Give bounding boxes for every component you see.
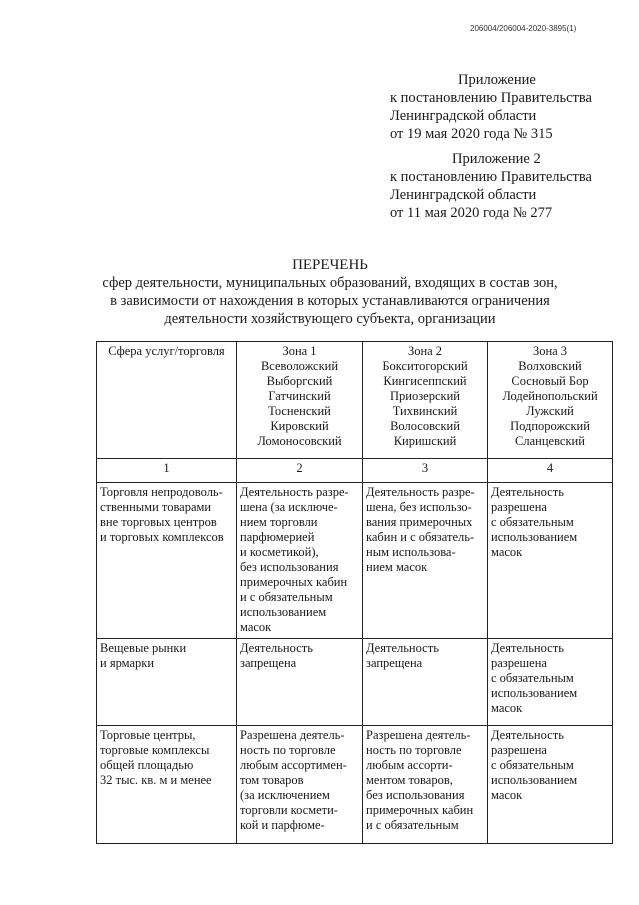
cell-line: Разрешена деятель- [240, 728, 345, 742]
zone-1-area: Гатчинский [268, 389, 331, 403]
row-zone-1-cell [237, 726, 363, 844]
appendix-1-line: от 19 мая 2020 года № 315 [390, 126, 553, 142]
zone-2-area: Кингисеппский [383, 374, 467, 388]
table-header-row [97, 342, 613, 459]
cell-line: запрещена [240, 656, 297, 670]
cell-line: с обязательным [491, 515, 574, 529]
cell-line: Деятельность [491, 485, 564, 499]
header-sphere: Сфера услуг/торговля [97, 342, 237, 459]
cell-line: том товаров [240, 773, 304, 787]
title-line: деятельности хозяйствующего субъекта, организации [164, 311, 496, 327]
zone-2-name: Зона 2 [407, 344, 443, 358]
appendix-2-line: Ленинградской области [390, 187, 537, 203]
column-number: 3 [363, 459, 488, 483]
zone-2-area: Киришский [393, 434, 457, 448]
cell-line: использованием [491, 773, 578, 787]
zone-2-area: Приозерский [390, 389, 460, 403]
cell-line: Деятельность [491, 728, 564, 742]
cell-line: кабин и с обязатель- [366, 530, 475, 544]
cell-line: торговые комплексы [100, 743, 210, 757]
row-sphere-cell [97, 639, 237, 726]
header-zone-2 [363, 342, 488, 459]
cell-line: использованием [491, 686, 578, 700]
zone-3-area: Подпорожский [510, 419, 590, 433]
cell-line: любым ассорти- [366, 758, 453, 772]
cell-line: (за исключением [240, 788, 330, 802]
cell-line: парфюмерией [240, 530, 315, 544]
cell-line: шена (за исключе- [240, 500, 338, 514]
zone-1-name: Зона 1 [282, 344, 317, 358]
cell-line: и косметикой), [240, 545, 319, 559]
cell-line: масок [240, 620, 272, 634]
cell-line: Торговля непродоволь- [100, 485, 223, 499]
cell-line: разрешена [491, 500, 547, 514]
cell-line: ность по торговле [366, 743, 462, 757]
cell-line: разрешена [491, 743, 547, 757]
cell-line: примерочных кабин [366, 803, 474, 817]
table-number-row [97, 459, 613, 483]
zone-2-area: Волосовский [390, 419, 460, 433]
cell-line: Деятельность [491, 641, 564, 655]
cell-line: Торговые центры, [100, 728, 196, 742]
cell-line: вания примерочных [366, 515, 473, 529]
cell-line: использованием [240, 605, 327, 619]
table-row [97, 483, 613, 639]
cell-line: ным использова- [366, 545, 456, 559]
appendix-2-line: от 11 мая 2020 года № 277 [390, 205, 553, 221]
column-number: 2 [237, 459, 363, 483]
cell-line: шена, без использо- [366, 500, 472, 514]
cell-line: с обязательным [491, 758, 574, 772]
cell-line: Деятельность разре- [366, 485, 475, 499]
cell-line: и торговых комплексов [100, 530, 224, 544]
cell-line: примерочных кабин [240, 575, 348, 589]
cell-line: масок [491, 788, 523, 802]
zone-3-area: Сосновый Бор [511, 374, 589, 388]
cell-line: Вещевые рынки [100, 641, 187, 655]
zone-3-area: Лодейнопольский [502, 389, 598, 403]
zone-3-area: Волховский [518, 359, 582, 373]
cell-line: Деятельность [366, 641, 439, 655]
title-line: сфер деятельности, муниципальных образований, входящих в состав зон, [102, 275, 558, 291]
cell-line: ственными товарами [100, 500, 212, 514]
zone-3-name: Зона 3 [532, 344, 568, 358]
table-row [97, 726, 613, 844]
cell-line: нием масок [366, 560, 428, 574]
row-sphere-cell [97, 726, 237, 844]
cell-line: торговли космети- [240, 803, 338, 817]
cell-line: Деятельность [240, 641, 313, 655]
header-zone-3 [488, 342, 613, 459]
appendix-1-line: к постановлению Правительства [390, 90, 592, 106]
row-zone-1-cell [237, 483, 363, 639]
cell-line: ментом товаров, [366, 773, 453, 787]
cell-line: и с обязательным [366, 818, 459, 832]
header-zone-1 [237, 342, 363, 459]
zone-1-area: Ломоносовский [257, 434, 342, 448]
appendix-2-block [390, 150, 592, 222]
title-line: в зависимости от нахождения в которых устанавливаются ограничения [110, 293, 550, 309]
cell-line: кой и парфюме- [240, 818, 325, 832]
zones-table [96, 341, 613, 844]
row-zone-3-cell [488, 483, 613, 639]
row-zone-2-cell [363, 483, 488, 639]
row-sphere-cell [97, 483, 237, 639]
cell-line: с обязательным [491, 671, 574, 685]
column-number: 4 [488, 459, 613, 483]
title-heading: ПЕРЕЧЕНЬ [292, 257, 368, 273]
cell-line: вне торговых центров [100, 515, 217, 529]
cell-line: использованием [491, 530, 578, 544]
row-zone-2-cell [363, 726, 488, 844]
zone-2-area: Бокситогорский [382, 359, 468, 373]
cell-line: общей площадью [100, 758, 194, 772]
appendix-1-line: Приложение [458, 72, 536, 88]
cell-line: без использования [366, 788, 465, 802]
row-zone-2-cell [363, 639, 488, 726]
cell-line: Разрешена деятель- [366, 728, 471, 742]
zone-1-area: Тосненский [268, 404, 331, 418]
document-title [20, 256, 639, 328]
zone-3-area: Лужский [526, 404, 574, 418]
appendix-2-line: к постановлению Правительства [390, 169, 592, 185]
document-id: 206004/206004-2020-3895(1) [470, 24, 577, 33]
cell-line: без использования [240, 560, 339, 574]
zone-1-area: Выборгский [266, 374, 333, 388]
row-zone-3-cell [488, 726, 613, 844]
cell-line: и ярмарки [100, 656, 155, 670]
row-zone-1-cell [237, 639, 363, 726]
cell-line: и с обязательным [240, 590, 333, 604]
cell-line: запрещена [366, 656, 423, 670]
cell-line: ность по торговле [240, 743, 336, 757]
cell-line: масок [491, 545, 523, 559]
cell-line: любым ассортимен- [240, 758, 347, 772]
appendix-1-block [390, 71, 592, 143]
appendix-2-line: Приложение 2 [452, 151, 541, 167]
zone-2-area: Тихвинский [392, 404, 458, 418]
cell-line: разрешена [491, 656, 547, 670]
cell-line: 32 тыс. кв. м и менее [100, 773, 212, 787]
cell-line: Деятельность разре- [240, 485, 349, 499]
cell-line: масок [491, 701, 523, 715]
row-zone-3-cell [488, 639, 613, 726]
appendix-1-line: Ленинградской области [390, 108, 537, 124]
zone-1-area: Всеволожский [260, 359, 339, 373]
zone-3-area: Сланцевский [515, 434, 585, 448]
column-number: 1 [97, 459, 237, 483]
cell-line: нием торговли [240, 515, 318, 529]
table-row [97, 639, 613, 726]
zone-1-area: Кировский [270, 419, 329, 433]
